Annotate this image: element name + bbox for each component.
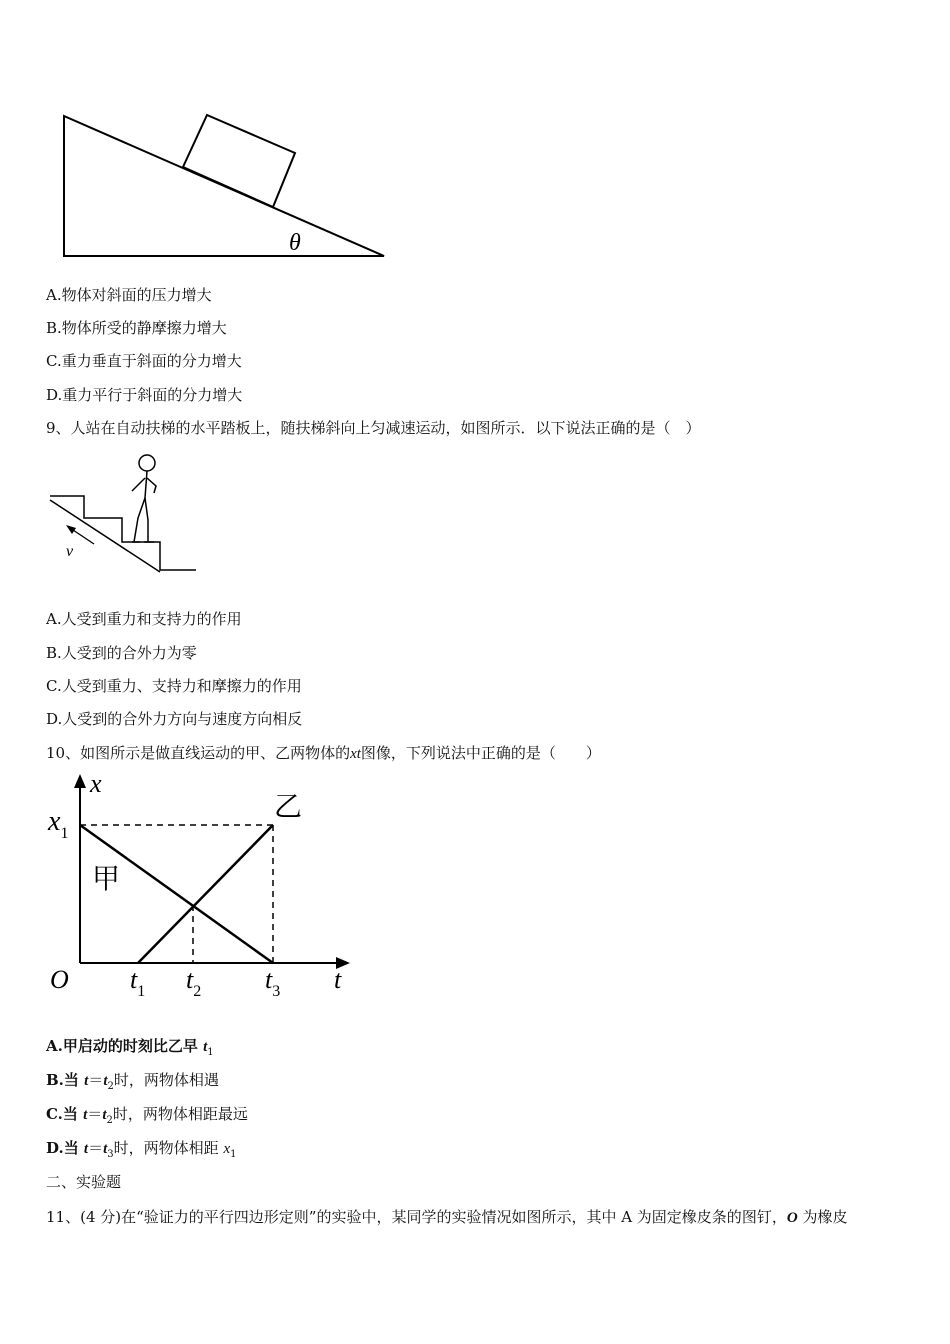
velocity-arrowhead	[66, 525, 76, 534]
t3-label: $t_3$	[265, 965, 281, 1000]
escalator-slope	[50, 500, 160, 572]
t1-label: $t_1$	[130, 965, 146, 1000]
line-yi	[138, 825, 273, 963]
person-figure	[132, 455, 156, 542]
q10-option-a: A.甲启动的时刻比乙早 $t_1$	[46, 1037, 214, 1058]
q9-option-b: B.人受到的合外力为零	[46, 644, 197, 662]
q8-option-b: B.物体所受的静摩擦力增大	[46, 319, 227, 337]
q9-stem: 9、人站在自动扶梯的水平踏板上，随扶梯斜向上匀减速运动，如图所示．以下说法正确的是（ ）	[46, 419, 701, 437]
q9-option-d: D.人受到的合外力方向与速度方向相反	[46, 710, 303, 728]
q8-option-a: A.物体对斜面的压力增大	[46, 286, 212, 304]
origin-label: O	[50, 965, 69, 994]
q10-option-c: C.当 $t=t_2$时，两物体相距最远	[46, 1105, 248, 1126]
section-title: 二、实验题	[46, 1173, 122, 1191]
y-axis-label: x	[90, 770, 102, 798]
theta-label: θ	[289, 230, 301, 256]
q10-option-b: B.当 $t=t_2$时，两物体相遇	[46, 1071, 219, 1092]
y-axis-arrowhead	[74, 774, 86, 788]
escalator-figure	[44, 448, 204, 578]
x1-label: $x_1$	[48, 806, 69, 842]
xt-graph	[44, 770, 364, 1005]
q9-option-a: A.人受到重力和支持力的作用	[46, 610, 242, 628]
q10-stem: 10、如图所示是做直线运动的甲、乙两物体的xt图像，下列说法中正确的是（ ）	[46, 744, 601, 762]
incline-figure	[55, 105, 395, 265]
yi-label: 乙	[274, 792, 303, 823]
q8-option-c: C.重力垂直于斜面的分力增大	[46, 352, 242, 370]
q11-stem: 11、(4 分)在“验证力的平行四边形定则”的实验中，某同学的实验情况如图所示，其中 A 为固定橡皮条的图钉，O 为橡皮	[46, 1208, 848, 1226]
q9-option-c: C.人受到重力、支持力和摩擦力的作用	[46, 677, 302, 695]
velocity-label: v	[66, 543, 74, 560]
t2-label: $t_2$	[186, 965, 202, 1000]
q8-option-d: D.重力平行于斜面的分力增大	[46, 386, 243, 404]
x-axis-label: t	[334, 965, 342, 994]
jia-label: 甲	[92, 864, 121, 895]
q10-option-d: D.当 $t=t_3$时，两物体相距 $x_1$	[46, 1139, 237, 1160]
